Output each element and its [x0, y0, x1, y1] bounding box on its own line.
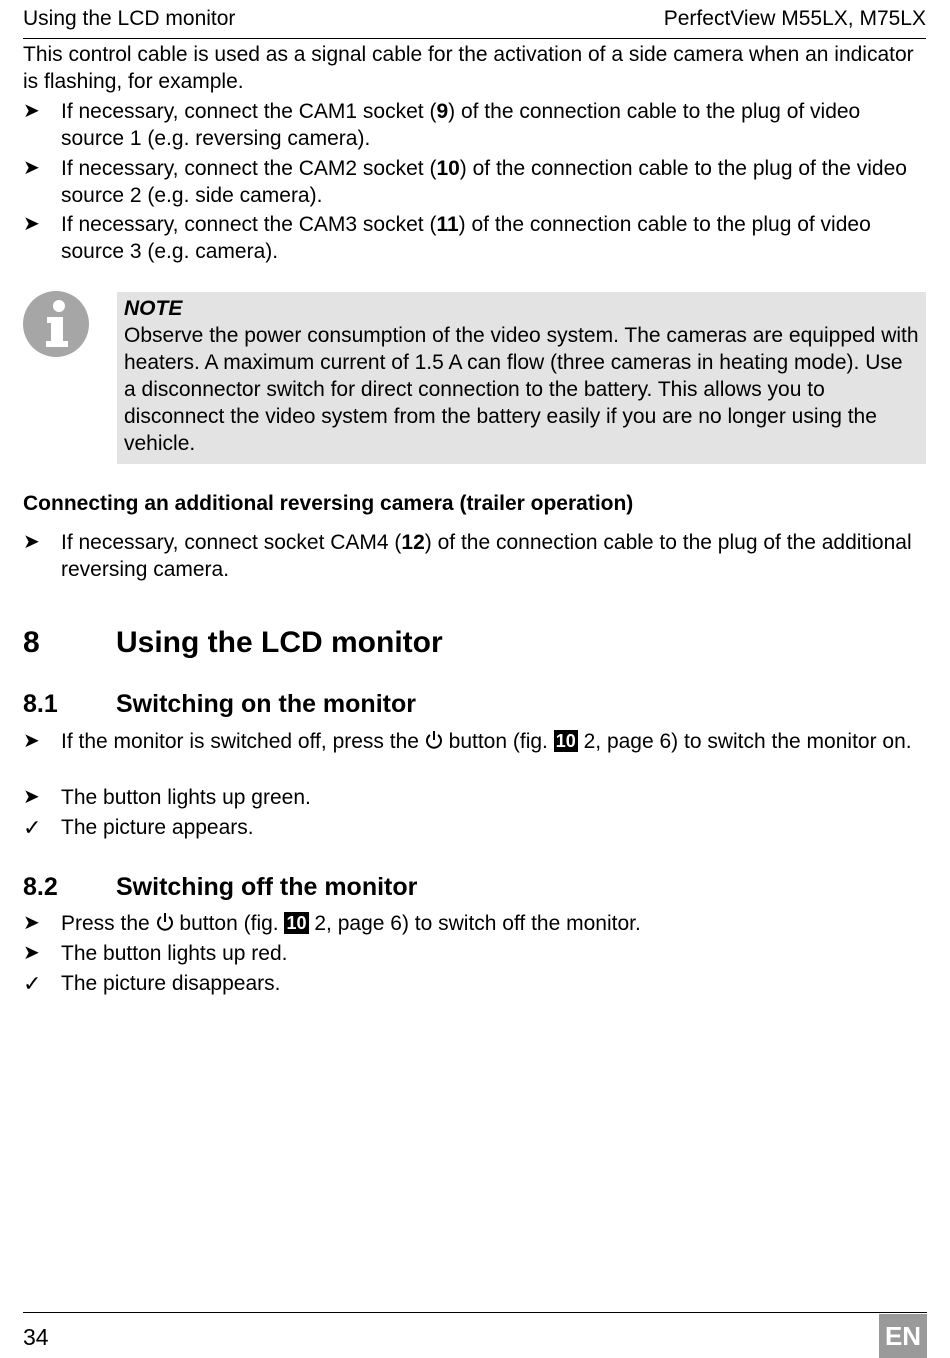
- section-number: 8.1: [23, 690, 58, 718]
- footer-divider: [23, 1312, 927, 1313]
- section-number: 8.2: [23, 873, 58, 901]
- language-badge: EN: [879, 1314, 927, 1358]
- page-number: 34: [23, 1324, 49, 1350]
- intro-paragraph: This control cable is used as a signal cable for the activation of a side camera when an indicator is flashing, for example.: [23, 43, 914, 93]
- power-icon: [425, 730, 443, 750]
- arrow-bullet-icon: ➤: [23, 100, 40, 122]
- arrow-bullet-icon: ➤: [23, 213, 40, 235]
- section-title: Using the LCD monitor: [116, 626, 443, 659]
- checkmark-icon: ✓: [23, 971, 42, 996]
- figure-reference-badge: 10: [555, 731, 576, 751]
- step-text: If necessary, connect the CAM2 socket (10) of the connection cable to the plug of the video source 2 (e.g. side camera).: [61, 157, 907, 207]
- step-text: If necessary, connect the CAM1 socket (9) of the connection cable to the plug of video source 1 (e.g. reversing camera).: [61, 100, 861, 150]
- step-text: If necessary, connect the CAM3 socket (11) of the connection cable to the plug of video source 3 (e.g. camera).: [61, 213, 871, 263]
- step-text: If the monitor is switched off, press the button (fig. 10 2, page 6) to switch the monitor on.: [61, 730, 912, 753]
- section-title: Switching on the monitor: [116, 690, 416, 718]
- note-text: Observe the power consumption of the video system. The cameras are equipped with heaters. A maximum current of 1.5 A can flow (three cameras in heating mode). Use a disconnector switch for direct connection to the battery. This allows you to disconnect the video system from the battery easily if you are no longer using the vehicle.: [124, 324, 919, 455]
- result-text: The picture disappears.: [61, 972, 281, 995]
- step-text: Press the button (fig. 10 2, page 6) to switch off the monitor.: [61, 912, 641, 935]
- info-icon: [23, 291, 89, 357]
- step-text: The button lights up green.: [61, 786, 311, 809]
- arrow-bullet-icon: ➤: [23, 730, 40, 752]
- checkmark-icon: ✓: [23, 815, 42, 840]
- note-box: [117, 292, 926, 464]
- arrow-bullet-icon: ➤: [23, 912, 40, 934]
- figure-reference-badge: 10: [286, 913, 307, 933]
- result-text: The picture appears.: [61, 816, 254, 839]
- arrow-bullet-icon: ➤: [23, 786, 40, 808]
- note-title: NOTE: [124, 297, 183, 320]
- section-number: 8: [23, 626, 40, 659]
- header-product-name: PerfectView M55LX, M75LX: [663, 7, 926, 30]
- step-text: If necessary, connect socket CAM4 (12) of the connection cable to the plug of the additional reversing camera.: [61, 531, 912, 581]
- arrow-bullet-icon: ➤: [23, 942, 40, 964]
- power-icon: [156, 912, 174, 932]
- arrow-bullet-icon: ➤: [23, 531, 40, 553]
- step-text: The button lights up red.: [61, 942, 288, 965]
- arrow-bullet-icon: ➤: [23, 157, 40, 179]
- page-header: [23, 4, 926, 39]
- trailer-heading: Connecting an additional reversing camera (trailer operation): [23, 492, 634, 515]
- section-title: Switching off the monitor: [116, 873, 418, 901]
- header-section-title: Using the LCD monitor: [23, 7, 236, 30]
